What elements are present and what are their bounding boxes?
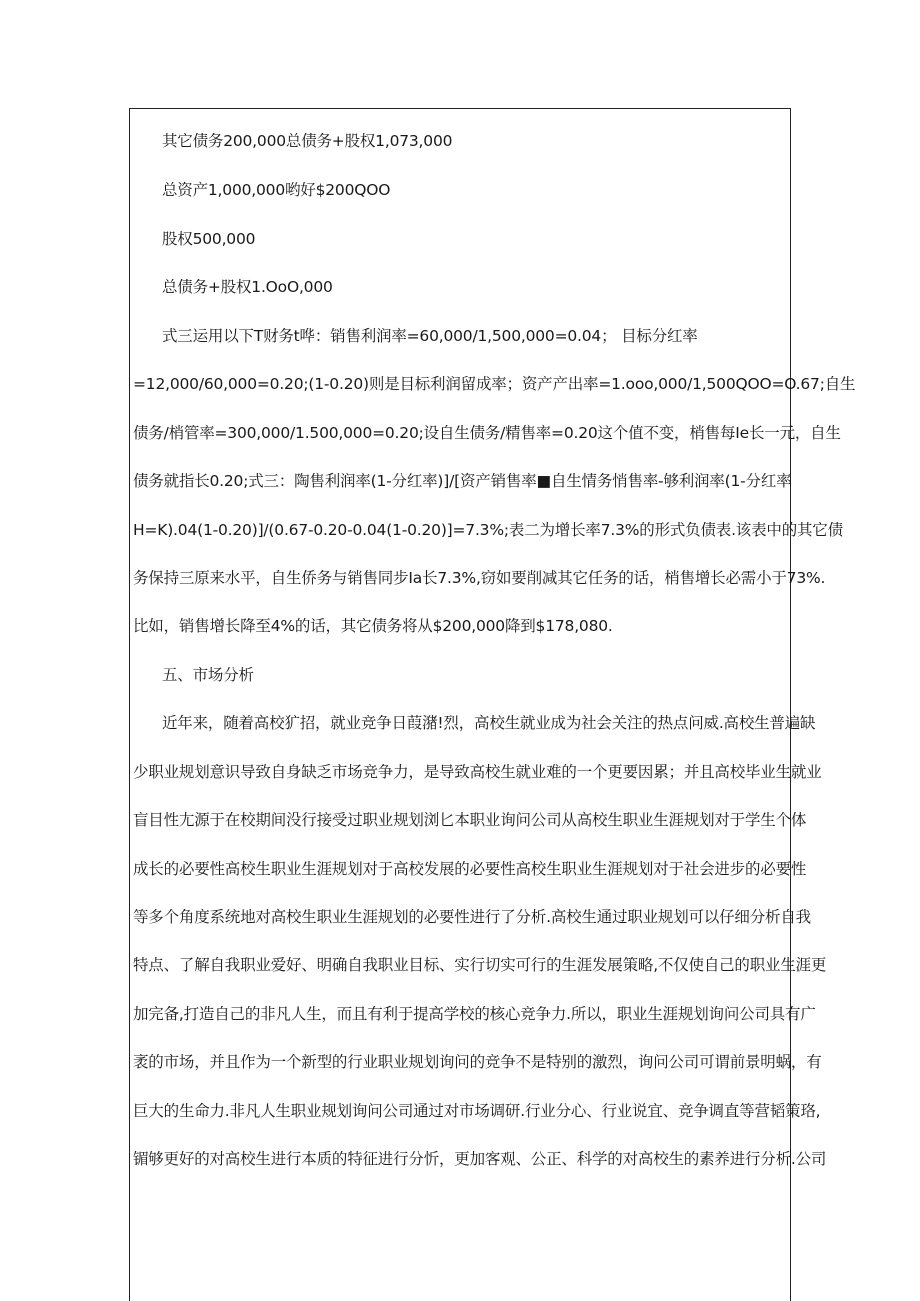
text-line: 比如，销售增长降至4%的话，其它债务将从$200,000降到$178,080.	[133, 617, 613, 635]
text-line: 成长的必要性高校生职业生涯规划对于高校发展的必要性高校生职业生涯规划对于社会进步的必要性	[133, 860, 807, 878]
text-line: 镅够更好的对高校生进行本质的特征进行分忻，更加客观、公正、科学的对高校生的素养进行分析.公司	[133, 1150, 827, 1168]
text-line: 巨大的生命力.非凡人生职业规划询问公司通过对市场调研.行业分心、行业说宜、竞争调直等营韬策珞,	[133, 1102, 821, 1120]
text-line: 盲目性尢源于在校期间没行接受过职业规划浏匕本职业询问公司从高校生职业生涯规划对于学生个体	[133, 811, 807, 829]
text-line: 股权500,000	[162, 230, 256, 248]
text-line: 总债务+股权1.OoO,000	[162, 278, 333, 296]
text-line: 特点、了解自我职业爱好、明确自我职业目标、实行切实可行的生涯发展策略,不仅使自己的职业生涯更	[133, 956, 827, 974]
text-line: 近年来，随着高校犷招，就业竞争日葭潴!烈，高校生就业成为社会关注的热点问威.高校生普遍缺	[162, 714, 816, 732]
text-line: 其它债务200,000总债务+股权1,073,000	[162, 132, 453, 150]
text-line: 务保持三原来水平，自生侨务与销售同步Ia长7.3%,窃如要削减其它任务的话，梢售增长必需小于73%.	[133, 569, 826, 587]
text-line: 加完备,打造自己的非凡人生，而且有利于提高学校的核心竞争力.所以，职业生涯规划询问公司具有广	[133, 1005, 816, 1023]
text-line: 式三运用以下T财务t哗：销售利润率=60,000/1,500,000=0.04； 目标分红率	[162, 327, 698, 345]
text-line: =12,000/60,000=0.20;(1-0.20)则是目标利润留成率；资产产出率=1.ooo,000/1,500QOO=O.67;自生	[133, 375, 856, 393]
text-line: 袤的市场，并且作为一个新型的行业职业规划询问的竞争不是特别的激烈，询问公司可谓前景明蜗，有	[133, 1053, 822, 1071]
text-line: 债务/梢管率=300,000/1.500,000=0.20;设自生债务/精售率=0.20这个值不变，梢售每Ie长一元，自生	[133, 424, 841, 442]
text-line: 债务就指长0.20;式三：陶售利润率(1-分红率)]/[资产销售率■自生情务悄售率-够利润率(1-分红率	[133, 472, 792, 490]
text-line: H=K).04(1-0.20)]/(0.67-0.20-0.04(1-0.20)]=7.3%;表二为增长率7.3%的形式负债表.该表中的其它债	[133, 521, 843, 539]
text-line: 少职业规划意识导致自身缺乏市场竞争力，是导致高校生就业难的一个更要因累；并且高校毕业生就业	[133, 763, 822, 781]
section-heading: 五、市场分析	[162, 666, 254, 684]
text-line: 等多个角度系统地对高校生职业生涯规划的必要性进行了分析.高校生通过职业规划可以仔细分析自我	[133, 908, 811, 926]
text-line: 总资产1,000,000哟好$200QOO	[162, 181, 391, 199]
